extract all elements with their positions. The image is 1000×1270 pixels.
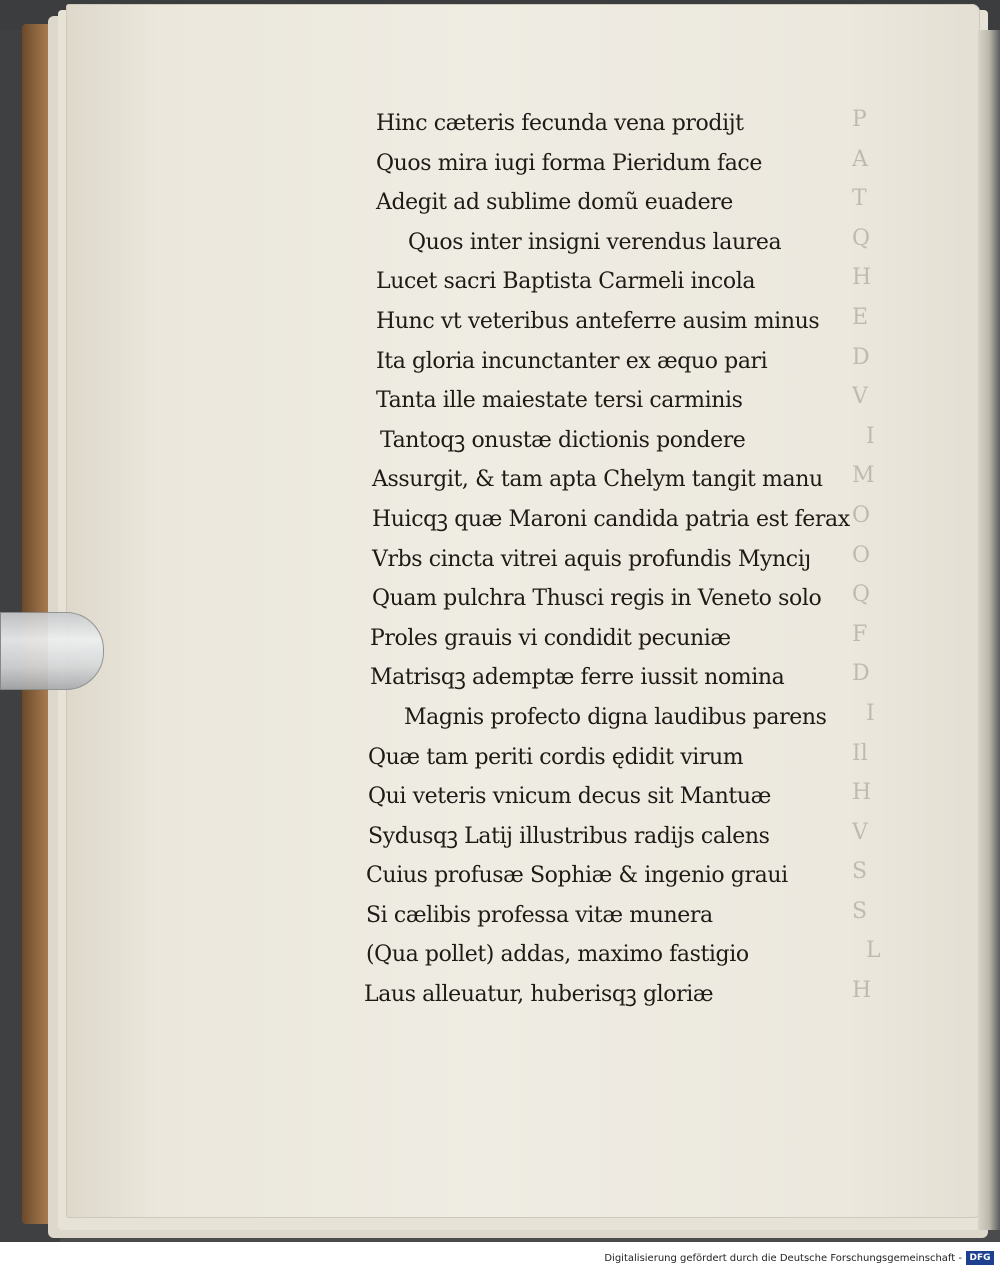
poem-line: Si cælibis professa vitæ munera (366, 902, 713, 928)
poem-line: Quam pulchra Thusci regis in Veneto solo (372, 586, 822, 612)
poem-line: Vrbs cincta vitrei aquis profundis Mynciȷ (372, 546, 811, 572)
poem-line: Hunc vt veteribus anteferre ausim minus (376, 308, 820, 334)
poem-line: Proles grauis vi condidit pecuniæ (370, 625, 731, 651)
poem-text-block (360, 104, 850, 1015)
poem-line: Cuius profusæ Sophiæ & ingenio graui (366, 863, 788, 889)
page-holder-clip (0, 612, 104, 690)
bleed-through-text: P A T Q H E D V I M O O Q F D I Il H V S S L H (852, 107, 881, 1004)
poem-line: Laus alleuatur, huberisqꝫ gloriæ (364, 982, 714, 1008)
poem-line: Quos mira iugi forma Pieridum face (376, 150, 762, 176)
poem-line: Huicqꝫ quæ Maroni candida patria est ferax (372, 506, 850, 532)
poem-line: Quæ tam periti cordis ędidit virum (368, 744, 744, 770)
poem-line: (Qua pollet) addas, maximo fastigio (366, 942, 749, 968)
poem-line: Matrisqꝫ ademptæ ferre iussit nomina (370, 665, 785, 691)
poem-line: Hinc cæteris fecunda vena prodijt (376, 111, 744, 136)
poem-line: Qui veteris vnicum decus sit Mantuæ (368, 784, 771, 810)
dfg-logo: DFG (966, 1251, 994, 1265)
poem-line: Tanta ille maiestate tersi carminis (376, 388, 743, 414)
poem-line: Adegit ad sublime domũ euadere (376, 190, 733, 216)
poem-line: Magnis profecto digna laudibus parens (404, 704, 827, 730)
poem-line: Assurgit, & tam apta Chelym tangit manu (372, 467, 823, 493)
poem-line: Lucet sacri Baptista Carmeli incola (376, 269, 756, 295)
poem-line: Tantoqꝫ onustæ dictionis pondere (380, 427, 746, 453)
poem-line: Ita gloria incunctanter ex æquo pari (376, 348, 768, 374)
funding-credit: Digitalisierung gefördert durch die Deutsche Forschungsgemeinschaft - (604, 1253, 962, 1264)
poem-line: Quos inter insigni verendus laurea (408, 229, 782, 255)
poem-line: Sydusqꝫ Latij illustribus radijs calens (368, 823, 770, 849)
